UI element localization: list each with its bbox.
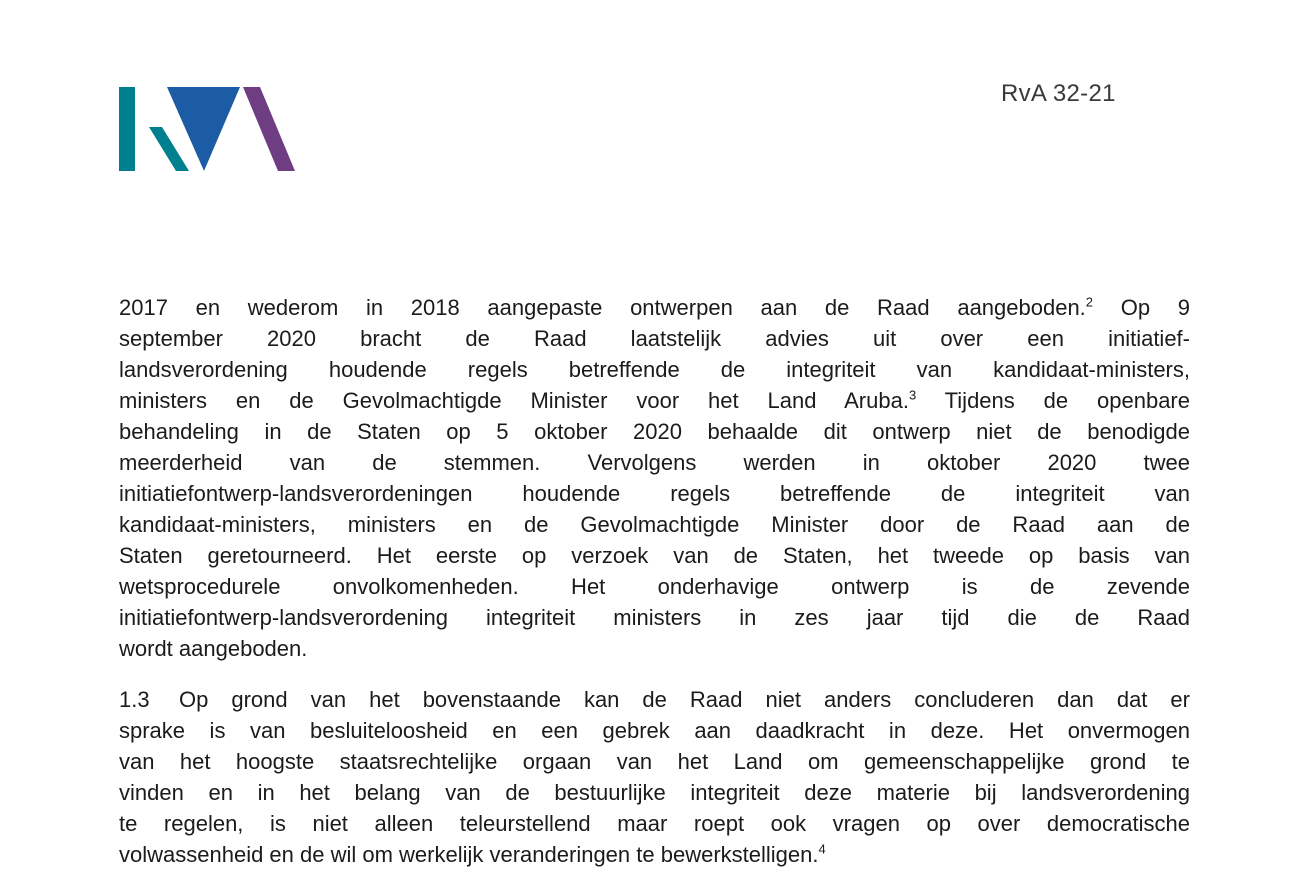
document-number: RvA 32-21: [1001, 80, 1116, 107]
text-line: kandidaat-ministers, ministers en de Gevolmachtigde Minister door de Raad aan de: [119, 512, 1190, 537]
paragraph-number: 1.3: [119, 687, 150, 712]
text-line: behandeling in de Staten op 5 oktober 2020 behaalde dit ontwerp niet de benodigde: [119, 419, 1190, 444]
text-line: van het hoogste staatsrechtelijke orgaan van het Land om gemeenschappelijke grond te: [119, 749, 1190, 774]
logo-teal-bar: [119, 87, 135, 171]
text-line: meerderheid van de stemmen. Vervolgens werden in oktober 2020 twee: [119, 450, 1190, 475]
text-line: volwassenheid en de wil om werkelijk veranderingen te bewerkstelligen.$^4$: [119, 841, 826, 867]
document-body: [119, 292, 1190, 876]
footnote-ref: 2: [1085, 294, 1094, 310]
text-line: 2017 en wederom in 2018 aangepaste ontwerpen aan de Raad aangeboden.$^2$ Op 9: [119, 294, 1190, 320]
paragraph: [119, 684, 1190, 870]
paragraph: [119, 292, 1190, 664]
footnote-ref: 4: [818, 841, 826, 857]
text-line: sprake is van besluiteloosheid en een gebrek aan daadkracht in deze. Het onvermogen: [119, 718, 1190, 743]
logo-teal-diagonal: [149, 127, 189, 171]
text-line: initiatiefontwerp-landsverordening integriteit ministers in zes jaar tijd die de Raad: [119, 605, 1190, 630]
text-line: 1.3 Op grond van het bovenstaande kan de Raad niet anders concluderen dan dat er: [119, 684, 1190, 715]
text-line: wetsprocedurele onvolkomenheden. Het onderhavige ontwerp is de zevende: [119, 574, 1190, 599]
text-line: te regelen, is niet alleen teleurstellend maar roept ook vragen op over democratische: [119, 811, 1190, 836]
text-line: ministers en de Gevolmachtigde Minister voor het Land Aruba.$^3$ Tijdens de openbare: [119, 387, 1190, 413]
text-line: vinden en in het belang van de bestuurlijke integriteit deze materie bij landsverordening: [119, 780, 1190, 805]
footnote-ref: 3: [908, 387, 917, 403]
logo-purple-diagonal: [243, 87, 295, 171]
text-line: Staten geretourneerd. Het eerste op verzoek van de Staten, het tweede op basis van: [119, 543, 1190, 568]
rva-logo-icon: [119, 86, 295, 171]
text-line: initiatiefontwerp-landsverordeningen houdende regels betreffende de integriteit van: [119, 481, 1190, 506]
text-line: wordt aangeboden.: [119, 636, 308, 661]
text-line: landsverordening houdende regels betreffende de integriteit van kandidaat-ministers,: [119, 357, 1190, 382]
text-line: september 2020 bracht de Raad laatstelijk advies uit over een initiatief-: [119, 326, 1190, 351]
